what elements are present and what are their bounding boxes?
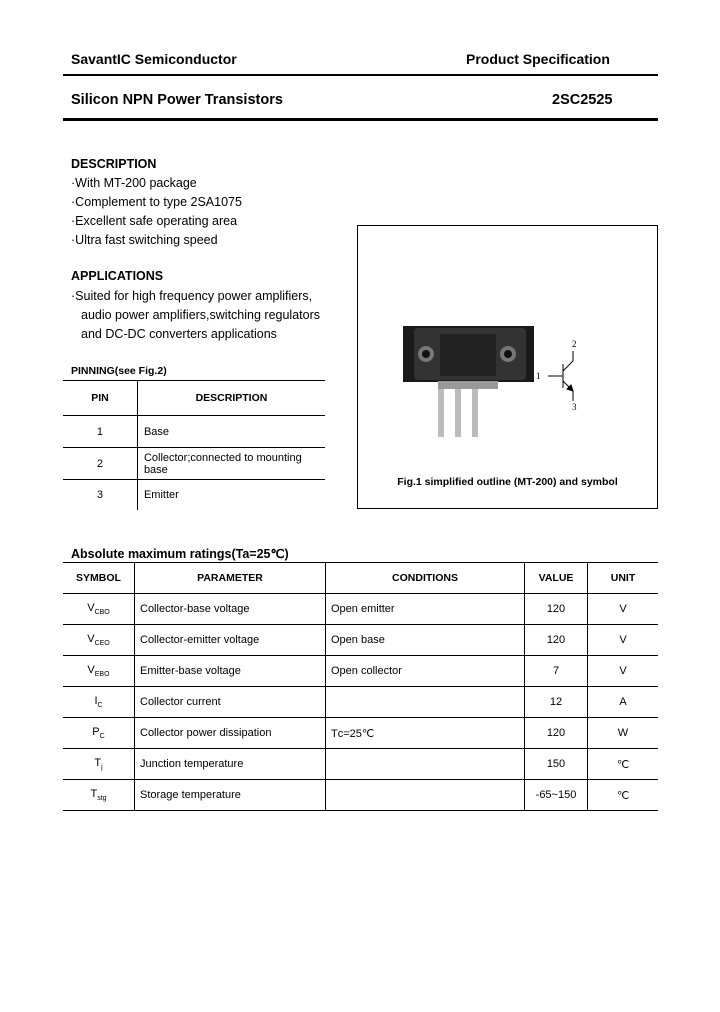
unit-cell: W [617,727,629,739]
symbol-subscript: C [97,702,103,710]
unit-cell: V [619,634,627,646]
ratings-row [63,687,658,718]
symbol-cell [63,780,135,811]
figure-box [357,225,658,509]
unit-cell: V [619,665,627,677]
symbol-subscript: CEO [94,640,110,648]
conditions-cell [326,780,525,811]
pinning-table [63,380,325,510]
symbol-letter: V [87,632,95,645]
value-cell: 150 [525,749,588,780]
conditions-cell: Open emitter [326,594,525,625]
value-header: VALUE [525,563,588,594]
pin-number: 1 [63,416,137,448]
parameter-cell: Collector current [135,687,326,718]
pin-row [63,448,325,480]
ratings-row [63,780,658,811]
mt200-package-drawing [403,326,534,437]
value-cell: -65~150 [525,780,588,811]
parameter-cell: Storage temperature [135,780,326,811]
document-type: Product Specification [466,51,610,67]
parameter-cell: Emitter-base voltage [135,656,326,687]
unit-cell: ℃ [616,758,630,771]
description-list [71,174,242,250]
symbol-subscript: j [101,764,103,772]
description-item: ·Excellent safe operating area [71,214,238,228]
symbol-header: SYMBOL [63,563,135,594]
description-item: ·Complement to type 2SA1075 [71,195,242,209]
description-item: ·With MT-200 package [71,176,197,190]
applications-text [71,287,320,344]
symbol-subscript: CBO [94,609,110,617]
ratings-row [63,594,658,625]
title-rule [63,118,658,121]
parameter-cell: Collector-base voltage [135,594,326,625]
parameter-header: PARAMETER [135,563,326,594]
conditions-cell [326,687,525,718]
symbol-letter: I [94,694,98,707]
symbol-cell [63,594,135,625]
applications-line: audio power amplifiers,switching regulators [81,308,321,322]
unit-cell: V [619,603,627,615]
value-cell: 7 [525,656,588,687]
symbol-cell [63,625,135,656]
applications-line: ·Suited for high frequency power amplifiers, [71,289,313,303]
ratings-table [63,562,658,811]
ratings-header-row [63,563,658,594]
symbol-letter: P [92,725,100,738]
symbol-subscript: stg [97,795,107,803]
parameter-cell: Junction temperature [135,749,326,780]
product-line: Silicon NPN Power Transistors [71,92,283,108]
company-name: SavantIC Semiconductor [71,51,237,67]
ratings-title: Absolute maximum ratings(Ta=25℃) [71,547,289,561]
ratings-row [63,718,658,749]
symbol-subscript: C [99,733,105,741]
symbol-letter: V [87,601,95,614]
ratings-row [63,625,658,656]
symbol-letter: V [87,663,95,676]
pin-description: Collector;connected to mounting base [143,451,302,476]
symbol-pin-label: 1 [536,371,541,381]
symbol-letter: T [94,756,102,769]
figure-caption: Fig.1 simplified outline (MT-200) and symbol [397,476,618,488]
pin-number: 2 [63,448,137,480]
unit-header: UNIT [588,563,659,594]
symbol-pin-label: 2 [572,339,577,349]
value-cell: 120 [525,718,588,749]
symbol-letter: T [90,787,98,800]
value-cell: 120 [525,625,588,656]
conditions-cell: Open base [326,625,525,656]
ratings-row [63,656,658,687]
symbol-subscript: EBO [94,671,110,679]
part-number: 2SC2525 [552,92,613,108]
header-rule [63,74,658,76]
ratings-row [63,749,658,780]
description-item: ·Ultra fast switching speed [71,233,218,247]
symbol-cell [63,718,135,749]
applications-line: and DC-DC converters applications [81,327,277,341]
pin-row [63,480,325,510]
pin-description: Base [143,425,170,438]
pin-number: 3 [63,480,137,510]
description-title: DESCRIPTION [71,157,157,171]
npn-transistor-symbol [548,351,573,401]
pin-header: PIN [63,381,137,416]
pin-row [63,416,325,448]
symbol-cell [63,656,135,687]
parameter-cell: Collector power dissipation [135,718,326,749]
conditions-cell [326,749,525,780]
symbol-cell [63,687,135,718]
parameter-cell: Collector-emitter voltage [135,625,326,656]
value-cell: 120 [525,594,588,625]
applications-title: APPLICATIONS [71,269,164,283]
symbol-pin-label: 3 [572,402,577,412]
pinning-title: PINNING(see Fig.2) [71,365,167,377]
package-outline-and-symbol [358,226,657,508]
pin-description-header: DESCRIPTION [195,392,268,404]
conditions-cell: Open collector [326,656,525,687]
symbol-cell [63,749,135,780]
value-cell: 12 [525,687,588,718]
conditions-cell: Tᴄ=25℃ [326,718,525,749]
conditions-header: CONDITIONS [326,563,525,594]
pin-description: Emitter [143,488,179,501]
unit-cell: ℃ [616,789,630,802]
unit-cell: A [619,696,627,708]
